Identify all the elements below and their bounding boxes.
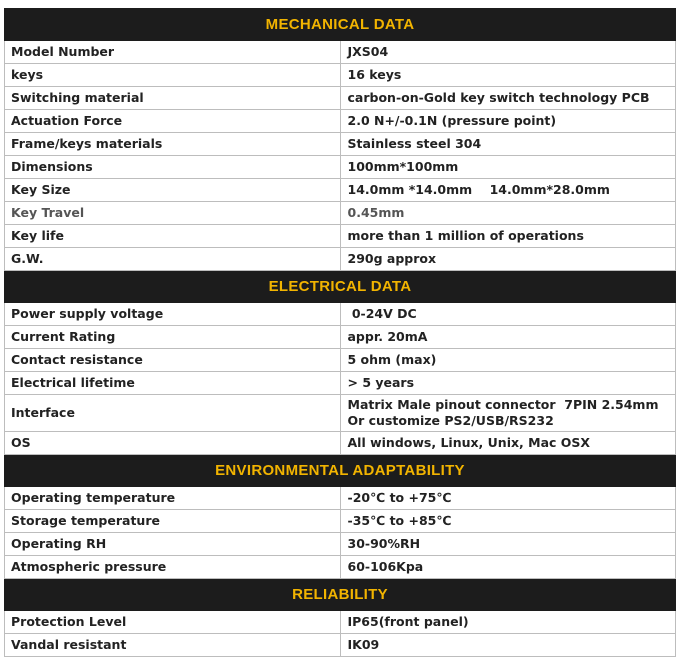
table-row <box>5 510 676 533</box>
row-value: 2.0 N+/-0.1N (pressure point) <box>340 110 676 133</box>
table-row <box>5 326 676 349</box>
table-row <box>5 303 676 326</box>
table-row <box>5 156 676 179</box>
table-row <box>5 487 676 510</box>
section-title: RELIABILITY <box>5 579 676 611</box>
row-label: Vandal resistant <box>5 634 341 657</box>
row-label: Key Travel <box>5 202 341 225</box>
row-value: -20℃ to +75℃ <box>340 487 676 510</box>
row-value <box>340 395 676 432</box>
table-row <box>5 248 676 271</box>
row-label: Electrical lifetime <box>5 372 341 395</box>
row-label: Current Rating <box>5 326 341 349</box>
section-title: MECHANICAL DATA <box>5 9 676 41</box>
table-row <box>5 395 676 432</box>
table-row <box>5 64 676 87</box>
row-label: Contact resistance <box>5 349 341 372</box>
table-row <box>5 634 676 657</box>
row-label: Operating RH <box>5 533 341 556</box>
interface-line-2: Or customize PS2/USB/RS232 <box>347 413 554 428</box>
row-label: Protection Level <box>5 611 341 634</box>
section-header-reliability <box>5 579 676 611</box>
table-row <box>5 349 676 372</box>
row-label: Dimensions <box>5 156 341 179</box>
row-label: Storage temperature <box>5 510 341 533</box>
row-value: 5 ohm (max) <box>340 349 676 372</box>
table-row <box>5 202 676 225</box>
row-label: Frame/keys materials <box>5 133 341 156</box>
table-row <box>5 611 676 634</box>
table-row <box>5 41 676 64</box>
section-header-environmental <box>5 455 676 487</box>
row-label: Model Number <box>5 41 341 64</box>
row-value: 0.45mm <box>340 202 676 225</box>
section-title: ENVIRONMENTAL ADAPTABILITY <box>5 455 676 487</box>
row-label: Power supply voltage <box>5 303 341 326</box>
row-value: JXS04 <box>340 41 676 64</box>
row-label: Switching material <box>5 87 341 110</box>
row-value: 100mm*100mm <box>340 156 676 179</box>
row-label: Interface <box>5 395 341 432</box>
table-row <box>5 225 676 248</box>
row-label: Atmospheric pressure <box>5 556 341 579</box>
table-row <box>5 179 676 202</box>
row-value: more than 1 million of operations <box>340 225 676 248</box>
table-row <box>5 110 676 133</box>
row-label: keys <box>5 64 341 87</box>
spec-table <box>4 8 676 657</box>
row-label: G.W. <box>5 248 341 271</box>
table-row <box>5 533 676 556</box>
table-row <box>5 556 676 579</box>
row-value: 30-90%RH <box>340 533 676 556</box>
row-label: Key life <box>5 225 341 248</box>
row-value: 60-106Kpa <box>340 556 676 579</box>
row-value: appr. 20mA <box>340 326 676 349</box>
table-row <box>5 87 676 110</box>
row-value: IK09 <box>340 634 676 657</box>
section-header-mechanical <box>5 9 676 41</box>
row-label: Actuation Force <box>5 110 341 133</box>
interface-line-1: Matrix Male pinout connector 7PIN 2.54mm <box>347 397 659 412</box>
row-value: 0-24V DC <box>340 303 676 326</box>
row-label: Key Size <box>5 179 341 202</box>
row-value: 290g approx <box>340 248 676 271</box>
row-value: 14.0mm *14.0mm 14.0mm*28.0mm <box>340 179 676 202</box>
row-value: carbon-on-Gold key switch technology PCB <box>340 87 676 110</box>
table-row <box>5 372 676 395</box>
table-row <box>5 432 676 455</box>
row-label: Operating temperature <box>5 487 341 510</box>
row-value: All windows, Linux, Unix, Mac OSX <box>340 432 676 455</box>
row-value: IP65(front panel) <box>340 611 676 634</box>
row-value: -35℃ to +85℃ <box>340 510 676 533</box>
section-header-electrical <box>5 271 676 303</box>
row-value: Stainless steel 304 <box>340 133 676 156</box>
row-value: 16 keys <box>340 64 676 87</box>
table-row <box>5 133 676 156</box>
section-title: ELECTRICAL DATA <box>5 271 676 303</box>
row-label: OS <box>5 432 341 455</box>
row-value: > 5 years <box>340 372 676 395</box>
